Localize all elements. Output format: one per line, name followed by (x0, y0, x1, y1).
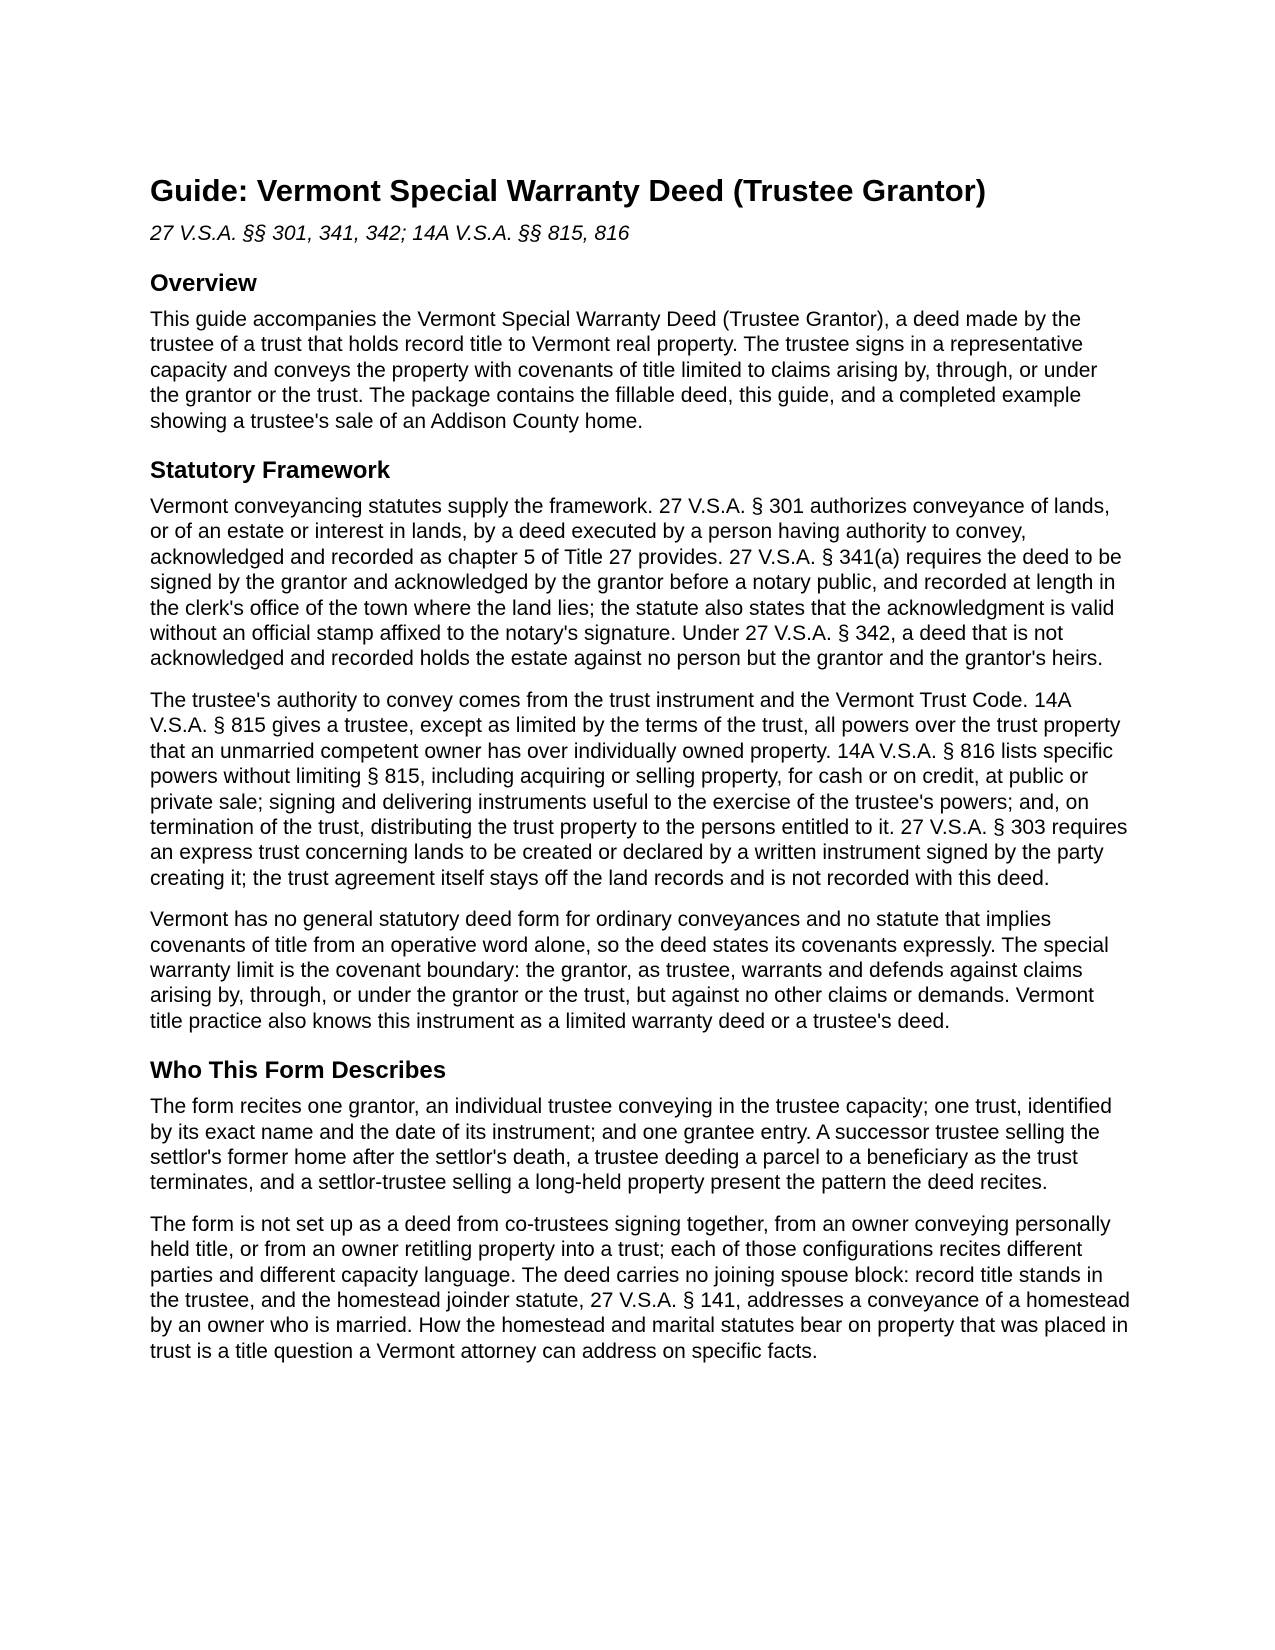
document-title: Guide: Vermont Special Warranty Deed (Trustee Grantor) (150, 173, 987, 208)
paragraph: The form is not set up as a deed from co-trustees signing together, from an owner conveying personally held title, or from an owner retitling property into a trust; each of those configurations recites different parties and different capacity language. The deed carries no joining spouse block: record title stands in the trustee, and the homestead joinder statute, 27 V.S.A. § 141, addresses a conveyance of a homestead by an owner who is married. How the homestead and marital statutes bear on property that was placed in trust is a title question a Vermont attorney can address on specific facts. (150, 1212, 1130, 1363)
section-who-this-form-describes (150, 1056, 1130, 1364)
paragraph: This guide accompanies the Vermont Special Warranty Deed (Trustee Grantor), a deed made by the trustee of a trust that holds record title to Vermont real property. The trustee signs in a representative capacity and conveys the property with covenants of title limited to claims arising by, through, or under the grantor or the trust. The package contains the fillable deed, this guide, and a completed example showing a trustee's sale of an Addison County home. (150, 308, 1098, 433)
section-heading: Overview (150, 270, 257, 297)
paragraph: Vermont has no general statutory deed form for ordinary conveyances and no statute that implies covenants of title from an operative word alone, so the deed states its covenants expressly. The special warranty limit is the covenant boundary: the grantor, as trustee, warrants and defends against claims arising by, through, or under the grantor or the trust, but against no other claims or demands. Vermont title practice also knows this instrument as a limited warranty deed or a trustee's deed. (150, 908, 1109, 1033)
section-heading: Who This Form Describes (150, 1057, 447, 1085)
section-statutory-framework (150, 456, 1130, 1034)
document-page (150, 172, 1130, 1364)
paragraph: The form recites one grantor, an individual trustee conveying in the trustee capacity; one trust, identified by its exact name and the date of its instrument; and one grantee entry. A successor trustee selling the settlor's former home after the settlor's death, a trustee deeding a parcel to a beneficiary as the trust terminates, and a settlor-trustee selling a long-held property present the pattern the deed recites. (150, 1095, 1112, 1195)
section-overview (150, 269, 1130, 434)
paragraph: Vermont conveyancing statutes supply the framework. 27 V.S.A. § 301 authorizes conveyance of lands, or of an estate or interest in lands, by a deed executed by a person having authority to convey, acknowledged and recorded as chapter 5 of Title 27 provides. 27 V.S.A. § 341(a) requires the deed to be signed by the grantor and acknowledged by the grantor before a notary public, and recorded at length in the clerk's office of the town where the land lies; the statute also states that the acknowledgment is valid without an official stamp affixed to the notary's signature. Under 27 V.S.A. § 342, a deed that is not acknowledged and recorded holds the estate against no person but the grantor and the grantor's heirs. (150, 495, 1122, 671)
statute-citation: 27 V.S.A. §§ 301, 341, 342; 14A V.S.A. §§ 815, 816 (150, 222, 630, 245)
paragraph: The trustee's authority to convey comes from the trust instrument and the Vermont Trust Code. 14A V.S.A. § 815 gives a trustee, except as limited by the terms of the trust, all powers over the trust property that an unmarried competent owner has over individually owned property. 14A V.S.A. § 816 lists specific powers without limiting § 815, including acquiring or selling property, for cash or on credit, at public or private sale; signing and delivering instruments useful to the exercise of the trustee's powers; and, on termination of the trust, distributing the trust property to the persons entitled to it. 27 V.S.A. § 303 requires an express trust concerning lands to be created or declared by a written instrument signed by the party creating it; the trust agreement itself stays off the land records and is not recorded with this deed. (150, 688, 1128, 890)
section-heading: Statutory Framework (150, 457, 391, 485)
